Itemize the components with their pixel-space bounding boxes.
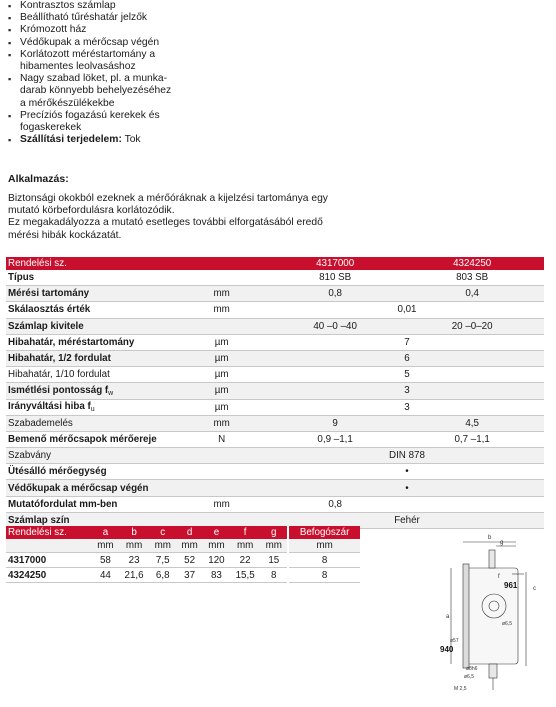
spec-label-text: Hibahatár, 1/2 fordulat bbox=[8, 353, 111, 365]
spec-value-shared: • bbox=[270, 464, 544, 480]
spec-row bbox=[6, 302, 544, 318]
spec-unit: mm bbox=[173, 286, 270, 302]
spec-label bbox=[6, 367, 173, 383]
dimension-cell: 15 bbox=[260, 553, 287, 568]
spec-row bbox=[6, 334, 544, 350]
dimension-cell: 4324250 bbox=[6, 568, 92, 583]
spec-row bbox=[6, 318, 544, 334]
spec-header-row bbox=[6, 257, 544, 270]
dimension-units-row bbox=[6, 539, 360, 553]
delivery-label: Szállítási terjedelem: bbox=[20, 134, 122, 146]
dimension-header-row bbox=[6, 526, 360, 539]
spec-value-4317000: 9 bbox=[270, 415, 400, 431]
spec-label-text: Mutatófordulat mm-ben bbox=[8, 498, 118, 510]
spec-value-shared: DIN 878 bbox=[270, 448, 544, 464]
feature-list bbox=[8, 0, 208, 146]
spec-label bbox=[6, 270, 173, 286]
spec-label bbox=[6, 383, 173, 399]
dimension-header-cell: g bbox=[260, 526, 287, 539]
spec-label bbox=[6, 448, 173, 464]
spec-unit: N bbox=[173, 431, 270, 447]
spec-row bbox=[6, 270, 544, 286]
dimension-header-cell: a bbox=[92, 526, 119, 539]
delivery-value: Tok bbox=[124, 134, 141, 146]
spec-value-4324250: 0,7 –1,1 bbox=[400, 431, 544, 447]
spec-label bbox=[6, 496, 173, 512]
spec-label-text: Számlap kivitele bbox=[8, 320, 84, 332]
spec-unit: µm bbox=[173, 367, 270, 383]
dimension-cell: mm bbox=[92, 539, 119, 553]
drawing-label-b: b bbox=[488, 535, 492, 541]
spec-unit: µm bbox=[173, 399, 270, 415]
drawing-label-thread: M 2,5 bbox=[454, 686, 467, 692]
dimension-header-cell: Befogószár bbox=[289, 526, 360, 539]
dimension-drawing bbox=[436, 530, 550, 702]
spec-row bbox=[6, 480, 544, 496]
drawing-label-shank: ø8h6 bbox=[466, 666, 478, 672]
dimension-cell: 22 bbox=[230, 553, 260, 568]
spec-unit bbox=[173, 270, 270, 286]
spec-value-shared: 6 bbox=[270, 350, 544, 366]
spec-label-text: Skálaosztás érték bbox=[8, 304, 91, 316]
spec-value-shared: 5 bbox=[270, 367, 544, 383]
spec-header-unit bbox=[173, 257, 270, 270]
dimension-cell: 44 bbox=[92, 568, 119, 583]
spec-header-col1: 4317000 bbox=[270, 257, 400, 270]
spec-label bbox=[6, 399, 173, 415]
dimension-cell: 58 bbox=[92, 553, 119, 568]
spec-value-shared: 3 bbox=[270, 399, 544, 415]
spec-unit bbox=[173, 318, 270, 334]
drawing-label-940: 940 bbox=[440, 645, 454, 654]
dimension-header-cell: d bbox=[176, 526, 203, 539]
feature-item bbox=[8, 12, 208, 24]
spec-label bbox=[6, 480, 173, 496]
spec-row bbox=[6, 415, 544, 431]
drawing-label-stem: ø6,5 bbox=[502, 621, 513, 627]
spec-value-shared: 0,01 bbox=[270, 302, 544, 318]
spec-label-text: Szabademelés bbox=[8, 417, 73, 429]
spec-unit: µm bbox=[173, 383, 270, 399]
spec-label-text: Mérési tartomány bbox=[8, 288, 90, 300]
application-line: mérési hibák kockázatát. bbox=[8, 229, 122, 241]
feature-line: Precíziós fogazású kerekek és bbox=[20, 109, 160, 121]
spec-label-text: Bemenő mérőcsapok mérőereje bbox=[8, 433, 157, 445]
dimension-cell: mm bbox=[149, 539, 176, 553]
drawing-label-c: c bbox=[533, 586, 536, 592]
spec-value-4317000: 0,8 bbox=[270, 286, 400, 302]
spec-value-shared: 7 bbox=[270, 334, 544, 350]
feature-item bbox=[8, 110, 208, 134]
dimension-header-cell: Rendelési sz. bbox=[6, 526, 92, 539]
spec-unit: mm bbox=[173, 496, 270, 512]
spec-table bbox=[6, 257, 544, 529]
dimension-cell: mm bbox=[203, 539, 230, 553]
feature-line: fogaskerekek bbox=[20, 122, 82, 134]
feature-item bbox=[8, 0, 208, 12]
application-line: Ez megakadályozza a mutató esetleges további elforgatásából eredő bbox=[8, 217, 323, 229]
dimension-cell: 52 bbox=[176, 553, 203, 568]
dimension-cell: mm bbox=[289, 539, 360, 553]
feature-line: Kontrasztos számlap bbox=[20, 0, 116, 11]
spec-unit bbox=[173, 448, 270, 464]
spec-label-text: Ütésálló mérőegység bbox=[8, 466, 107, 478]
dimension-row bbox=[6, 553, 360, 568]
spec-value-4324250: 20 –0–20 bbox=[400, 318, 544, 334]
spec-value-shared: 3 bbox=[270, 383, 544, 399]
spec-unit: µm bbox=[173, 334, 270, 350]
spec-value-4324250 bbox=[400, 496, 544, 512]
dimension-header-cell: c bbox=[149, 526, 176, 539]
spec-row bbox=[6, 383, 544, 399]
drawing-label-dia: ø57 bbox=[450, 638, 459, 644]
feature-line: hibamentes leolvasáshoz bbox=[20, 61, 136, 73]
dimension-cell: 6,8 bbox=[149, 568, 176, 583]
spec-row bbox=[6, 399, 544, 415]
spec-label-text: Védőkupak a mérőcsap végén bbox=[8, 482, 149, 494]
spec-row bbox=[6, 496, 544, 512]
dimension-row bbox=[6, 568, 360, 583]
spec-unit: µm bbox=[173, 350, 270, 366]
dimension-header-cell: e bbox=[203, 526, 230, 539]
spec-row bbox=[6, 367, 544, 383]
drawing-label-a: a bbox=[446, 614, 450, 620]
spec-label bbox=[6, 286, 173, 302]
spec-label bbox=[6, 302, 173, 318]
feature-line: Korlátozott méréstartomány a bbox=[20, 48, 156, 60]
spec-value-4317000: 810 SB bbox=[270, 270, 400, 286]
delivery-item bbox=[8, 134, 208, 146]
application-text bbox=[8, 193, 368, 242]
dimension-cell: 4317000 bbox=[6, 553, 92, 568]
dimension-cell: mm bbox=[119, 539, 149, 553]
spec-row bbox=[6, 431, 544, 447]
dimension-cell: 15,5 bbox=[230, 568, 260, 583]
drawing-label-f: f bbox=[498, 574, 500, 580]
dimension-cell: 120 bbox=[203, 553, 230, 568]
spec-unit bbox=[173, 480, 270, 496]
spec-value-4317000: 0,8 bbox=[270, 496, 400, 512]
drawing-label-tip: ø6,5 bbox=[464, 674, 475, 680]
spec-value-4324250: 0,4 bbox=[400, 286, 544, 302]
spec-unit: mm bbox=[173, 415, 270, 431]
spec-label bbox=[6, 334, 173, 350]
feature-line: a mérőkészülékekbe bbox=[20, 97, 115, 109]
spec-label bbox=[6, 431, 173, 447]
spec-row bbox=[6, 464, 544, 480]
spec-label-text: Hibahatár, 1/10 fordulat bbox=[8, 369, 110, 381]
drawing-label-g: g bbox=[500, 540, 504, 546]
spec-value-4317000: 0,9 –1,1 bbox=[270, 431, 400, 447]
feature-item bbox=[8, 24, 208, 36]
feature-line: Krómozott ház bbox=[20, 24, 87, 36]
application-title: Alkalmazás: bbox=[8, 173, 69, 185]
dimension-header-cell: f bbox=[230, 526, 260, 539]
spec-label-text: Szabvány bbox=[8, 450, 52, 462]
dimension-cell bbox=[6, 539, 92, 553]
dimension-cell: 21,6 bbox=[119, 568, 149, 583]
spec-label bbox=[6, 318, 173, 334]
spec-label-text: Irányváltási hiba f bbox=[8, 401, 91, 413]
dimension-cell: mm bbox=[230, 539, 260, 553]
feature-item bbox=[8, 73, 208, 110]
spec-label-subscript: w bbox=[108, 389, 114, 397]
spec-row bbox=[6, 350, 544, 366]
dimension-cell: 7,5 bbox=[149, 553, 176, 568]
dimension-cell: mm bbox=[260, 539, 287, 553]
feature-line: darab könnyebb behelyezéséhez bbox=[20, 85, 172, 97]
feature-item bbox=[8, 37, 208, 49]
spec-label-text: Számlap szín bbox=[8, 514, 70, 526]
spec-row bbox=[6, 448, 544, 464]
dimension-cell: 8 bbox=[289, 553, 360, 568]
spec-value-4324250: 803 SB bbox=[400, 270, 544, 286]
spec-value-shared: Fehér bbox=[270, 512, 544, 528]
spec-value-shared: • bbox=[270, 480, 544, 496]
spec-label-text: Ismétlési pontosság f bbox=[8, 384, 109, 396]
spec-label bbox=[6, 415, 173, 431]
feature-line: Nagy szabad löket, pl. a munka- bbox=[20, 73, 168, 85]
spec-label-text: Típus bbox=[8, 272, 35, 284]
spec-value-4324250: 4,5 bbox=[400, 415, 544, 431]
dimension-cell: 23 bbox=[119, 553, 149, 568]
spec-label-text: Hibahatár, méréstartomány bbox=[8, 336, 135, 348]
application-line: Biztonsági okokból ezeknek a mérőóráknak a kijelzési tartománya egy bbox=[8, 193, 328, 204]
dimension-cell: 8 bbox=[260, 568, 287, 583]
dimension-table bbox=[6, 526, 360, 583]
spec-label-subscript: u bbox=[90, 406, 95, 414]
dimension-cell: 83 bbox=[203, 568, 230, 583]
spec-unit bbox=[173, 464, 270, 480]
drawing-label-961: 961 bbox=[504, 581, 518, 590]
spec-label bbox=[6, 464, 173, 480]
dimension-header-cell: b bbox=[119, 526, 149, 539]
spec-unit: mm bbox=[173, 302, 270, 318]
feature-item bbox=[8, 49, 208, 73]
spec-label bbox=[6, 350, 173, 366]
feature-line: Védőkupak a mérőcsap végén bbox=[20, 36, 160, 48]
application-line: mutató körbefordulásra korlátozódik. bbox=[8, 205, 175, 217]
dimension-cell: mm bbox=[176, 539, 203, 553]
spec-value-4317000: 40 –0 –40 bbox=[270, 318, 400, 334]
feature-line: Beállítható tűréshatár jelzők bbox=[20, 12, 148, 24]
spec-header-col2: 4324250 bbox=[400, 257, 544, 270]
dimension-cell: 8 bbox=[289, 568, 360, 583]
spec-header-label: Rendelési sz. bbox=[6, 257, 173, 270]
spec-row bbox=[6, 286, 544, 302]
dimension-cell: 37 bbox=[176, 568, 203, 583]
